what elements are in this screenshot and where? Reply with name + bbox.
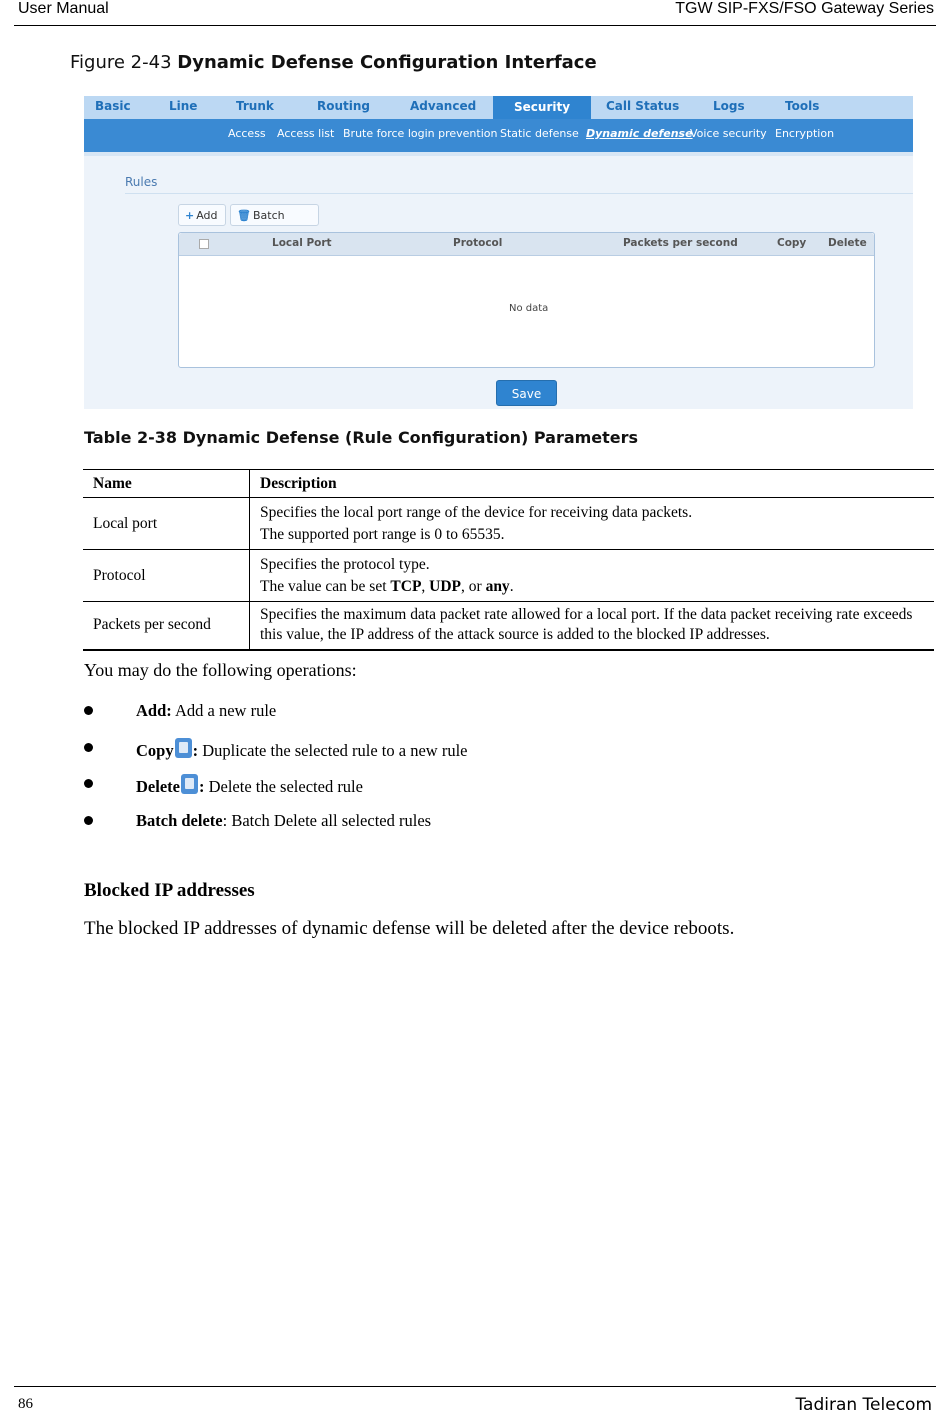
param-name: Local port — [83, 498, 250, 550]
table-row — [83, 550, 934, 602]
value-udp: UDP — [429, 577, 462, 595]
subnav-brute-force[interactable]: Brute force login prevention — [343, 127, 498, 140]
parameters-table — [83, 469, 934, 651]
operation-label: Delete — [136, 777, 180, 796]
col-delete: Delete — [828, 237, 867, 249]
bullet-dot — [84, 779, 93, 788]
operation-colon: : — [192, 741, 199, 760]
select-all-checkbox[interactable] — [199, 239, 209, 249]
nav-logs[interactable]: Logs — [713, 99, 745, 113]
page-number: 86 — [18, 1396, 33, 1412]
delete-icon — [181, 774, 198, 794]
subnav-dynamic-defense[interactable]: Dynamic defense — [586, 127, 693, 140]
nav-routing[interactable]: Routing — [317, 99, 371, 113]
trash-icon: 🗑︎ — [237, 209, 251, 222]
param-description: Specifies the maximum data packet rate allowed for a local port. If the data packet receiving rate exceeds this value, the IP address of the attack source is added to the blocked IP addresses. — [250, 602, 935, 650]
col-copy: Copy — [777, 237, 807, 249]
nav-tools[interactable]: Tools — [785, 99, 820, 113]
add-button-label: Add — [196, 209, 218, 222]
header-name: Name — [83, 470, 250, 498]
rules-table — [178, 232, 875, 368]
description-line: Specifies the protocol type. — [260, 555, 430, 573]
nav-advanced[interactable]: Advanced — [410, 99, 477, 113]
figure-caption — [70, 52, 597, 73]
nav-basic[interactable]: Basic — [95, 99, 131, 113]
figure-number: Figure 2-43 — [70, 52, 172, 73]
empty-table-message: No data — [509, 303, 549, 314]
value-any: any — [485, 577, 510, 595]
bullet-dot — [84, 743, 93, 752]
param-name: Packets per second — [83, 602, 250, 650]
nav-line[interactable]: Line — [169, 99, 198, 113]
operation-text: Add a new rule — [171, 701, 277, 720]
page-footer — [14, 1386, 936, 1421]
sub-nav-bar — [84, 119, 913, 152]
subnav-voice-security[interactable]: Voice security — [690, 127, 767, 140]
copy-icon — [175, 738, 192, 758]
description-text: The value can be set — [260, 577, 391, 595]
operation-text: : Batch Delete all selected rules — [222, 811, 432, 830]
section-heading: Blocked IP addresses — [84, 880, 255, 901]
table-row — [83, 602, 934, 650]
section-body-text: The blocked IP addresses of dynamic defense will be deleted after the device reboots. — [84, 918, 735, 939]
main-nav-bar — [84, 96, 913, 119]
batch-delete-button-label: Batch — [252, 209, 285, 222]
description-text: , or — [461, 577, 486, 595]
operation-label: Batch delete — [136, 811, 223, 830]
col-protocol: Protocol — [453, 237, 503, 249]
operation-label: Copy — [136, 741, 174, 760]
subnav-access[interactable]: Access — [228, 127, 266, 140]
table-header-row — [83, 470, 934, 498]
bullet-dot — [84, 816, 93, 825]
header-product-series: TGW SIP-FXS/FSO Gateway Series — [675, 0, 934, 17]
figure-title: Dynamic Defense Configuration Interface — [177, 52, 597, 73]
description-line — [260, 576, 924, 598]
nav-call-status[interactable]: Call Status — [606, 99, 680, 113]
subnav-static-defense[interactable]: Static defense — [500, 127, 579, 140]
subnav-encryption[interactable]: Encryption — [775, 127, 835, 140]
page-header — [14, 0, 936, 26]
operation-text: Delete the selected rule — [204, 777, 363, 796]
plus-icon: + — [185, 209, 195, 222]
bullet-dot — [84, 706, 93, 715]
description-line: Specifies the local port range of the device for receiving data packets. — [260, 503, 693, 521]
table-row — [83, 498, 934, 550]
rules-divider — [125, 193, 913, 194]
nav-security[interactable]: Security — [493, 96, 591, 119]
rules-table-header — [179, 233, 874, 256]
footer-brand: Tadiran Telecom — [795, 1395, 932, 1415]
description-line: The supported port range is 0 to 65535. — [260, 525, 505, 543]
header-manual-title: User Manual — [18, 0, 109, 17]
header-description: Description — [250, 470, 935, 498]
param-description — [250, 550, 935, 602]
description-text: , — [421, 577, 430, 595]
col-local-port: Local Port — [272, 237, 332, 249]
operation-label: Add: — [136, 701, 172, 720]
operation-text: Duplicate the selected rule to a new rule — [198, 741, 468, 760]
ui-screenshot — [84, 96, 913, 409]
value-tcp: TCP — [390, 577, 422, 595]
batch-delete-button[interactable] — [230, 204, 319, 226]
param-name: Protocol — [83, 550, 250, 602]
rules-section-label: Rules — [125, 175, 158, 189]
subnav-access-list[interactable]: Access list — [277, 127, 335, 140]
table-caption: Table 2-38 Dynamic Defense (Rule Configuration) Parameters — [84, 428, 639, 447]
operation-colon: : — [198, 777, 205, 796]
operations-intro: You may do the following operations: — [84, 660, 357, 680]
nav-trunk[interactable]: Trunk — [236, 99, 274, 113]
col-packets-per-second: Packets per second — [623, 237, 738, 249]
description-text: . — [509, 577, 514, 595]
save-button[interactable]: Save — [496, 380, 557, 406]
param-description — [250, 498, 935, 550]
add-button[interactable] — [178, 204, 226, 226]
